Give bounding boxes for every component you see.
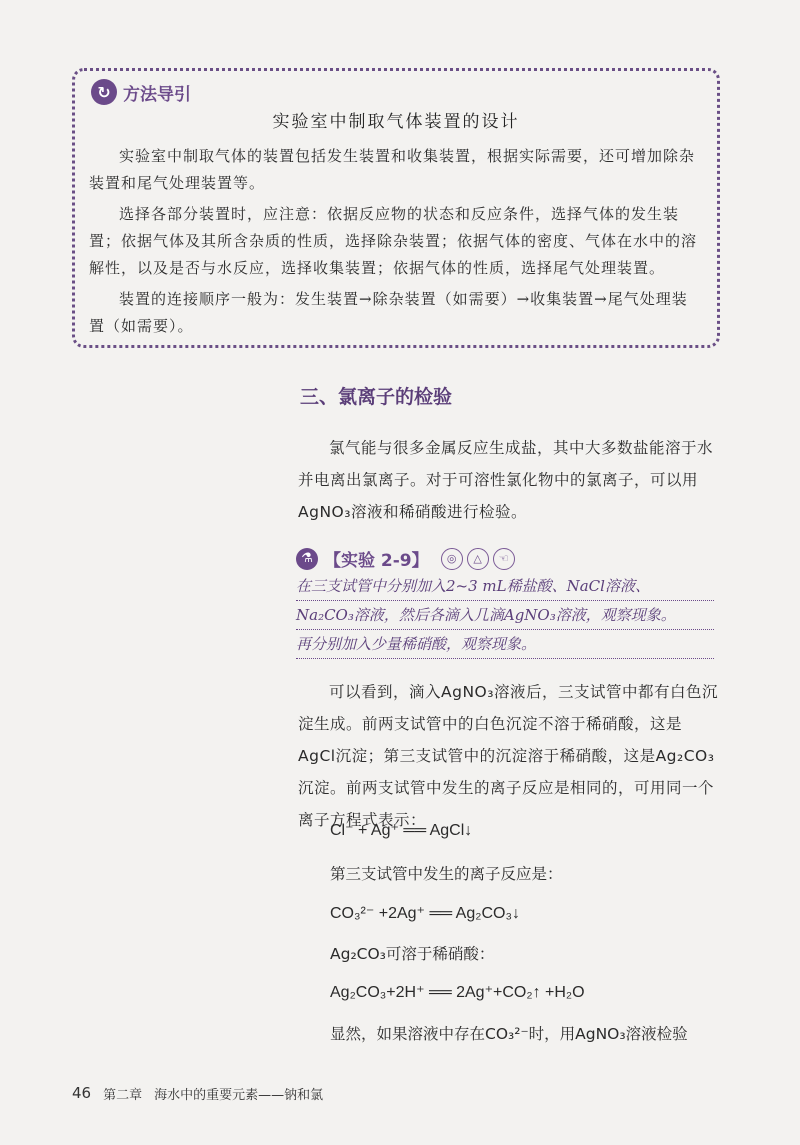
guide-paragraph: 装置的连接顺序一般为：发生装置→除杂装置（如需要）→收集装置→尾气处理装置（如需要）。 bbox=[89, 290, 688, 335]
goggles-icon: ◎ bbox=[441, 548, 463, 570]
hazard-icon: △ bbox=[467, 548, 489, 570]
observation-text: 可以看到，滴入AgNO₃溶液后，三支试管中都有白色沉淀生成。前两支试管中的白色沉淀不溶于稀硝酸，这是AgCl沉淀；第三支试管中的沉淀溶于稀硝酸，这是Ag₂CO₃沉淀。前两支试管中发生的离子反应是相同的，可用同一个离子方程式表示： bbox=[298, 683, 718, 829]
intro-paragraph bbox=[298, 432, 718, 528]
text-last-line: 显然，如果溶液中存在CO₃²⁻时，用AgNO₃溶液检验 bbox=[330, 1025, 688, 1043]
section-heading: 三、氯离子的检验 bbox=[300, 386, 453, 408]
equation-3: Ag₂CO₃+2H⁺ ══ 2Ag⁺+CO₂↑ +H₂O bbox=[330, 984, 585, 1001]
guide-title: 实验室中制取气体装置的设计 bbox=[272, 112, 520, 132]
text-line-2: 第三支试管中发生的离子反应是： bbox=[330, 865, 563, 883]
guide-tag: 方法导引 bbox=[123, 84, 191, 105]
guide-paragraph: 选择各部分装置时，应注意：依据反应物的状态和反应条件，选择气体的发生装置；依据气体及其所含杂质的性质，选择除杂装置；依据气体的密度、气体在水中的溶解性，以及是否与水反应，选择收集装置；依据气体的性质，选择尾气处理装置。 bbox=[89, 205, 698, 277]
equation-1: Cl⁻ + Ag⁺ ══ AgCl↓ bbox=[330, 822, 473, 839]
guide-paragraph: 实验室中制取气体的装置包括发生装置和收集装置，根据实际需要，还可增加除杂装置和尾气处理装置等。 bbox=[89, 147, 696, 192]
experiment-body bbox=[296, 572, 714, 659]
chapter-label: 第二章 bbox=[103, 1088, 143, 1103]
experiment-line: Na₂CO₃溶液，然后各滴入几滴AgNO₃溶液，观察现象。 bbox=[296, 601, 714, 630]
safety-icons bbox=[441, 548, 515, 570]
guide-body bbox=[89, 143, 703, 344]
text-line-3: Ag₂CO₃可溶于稀硝酸： bbox=[330, 945, 495, 963]
guide-header bbox=[91, 79, 191, 105]
guide-arrow-icon: ↻ bbox=[91, 79, 117, 105]
intro-text: 氯气能与很多金属反应生成盐，其中大多数盐能溶于水并电离出氯离子。对于可溶性氯化物中的氯离子，可以用AgNO₃溶液和稀硝酸进行检验。 bbox=[298, 439, 714, 521]
experiment-label: 【实验 2-9】 bbox=[324, 551, 429, 571]
experiment-line: 再分别加入少量稀硝酸，观察现象。 bbox=[296, 630, 714, 659]
experiment-header bbox=[296, 546, 515, 571]
handwash-icon: ☜ bbox=[493, 548, 515, 570]
flask-icon: ⚗ bbox=[296, 548, 318, 570]
method-guide-box bbox=[72, 68, 720, 348]
observation-paragraph bbox=[298, 676, 718, 836]
page-number: 46 bbox=[72, 1084, 92, 1102]
equation-2: CO₃²⁻ +2Ag⁺ ══ Ag₂CO₃↓ bbox=[330, 905, 520, 922]
chapter-title: 海水中的重要元素——钠和氯 bbox=[154, 1088, 324, 1103]
experiment-line: 在三支试管中分别加入2~3 mL稀盐酸、NaCl溶液、 bbox=[296, 572, 714, 601]
page-footer bbox=[72, 1084, 323, 1103]
